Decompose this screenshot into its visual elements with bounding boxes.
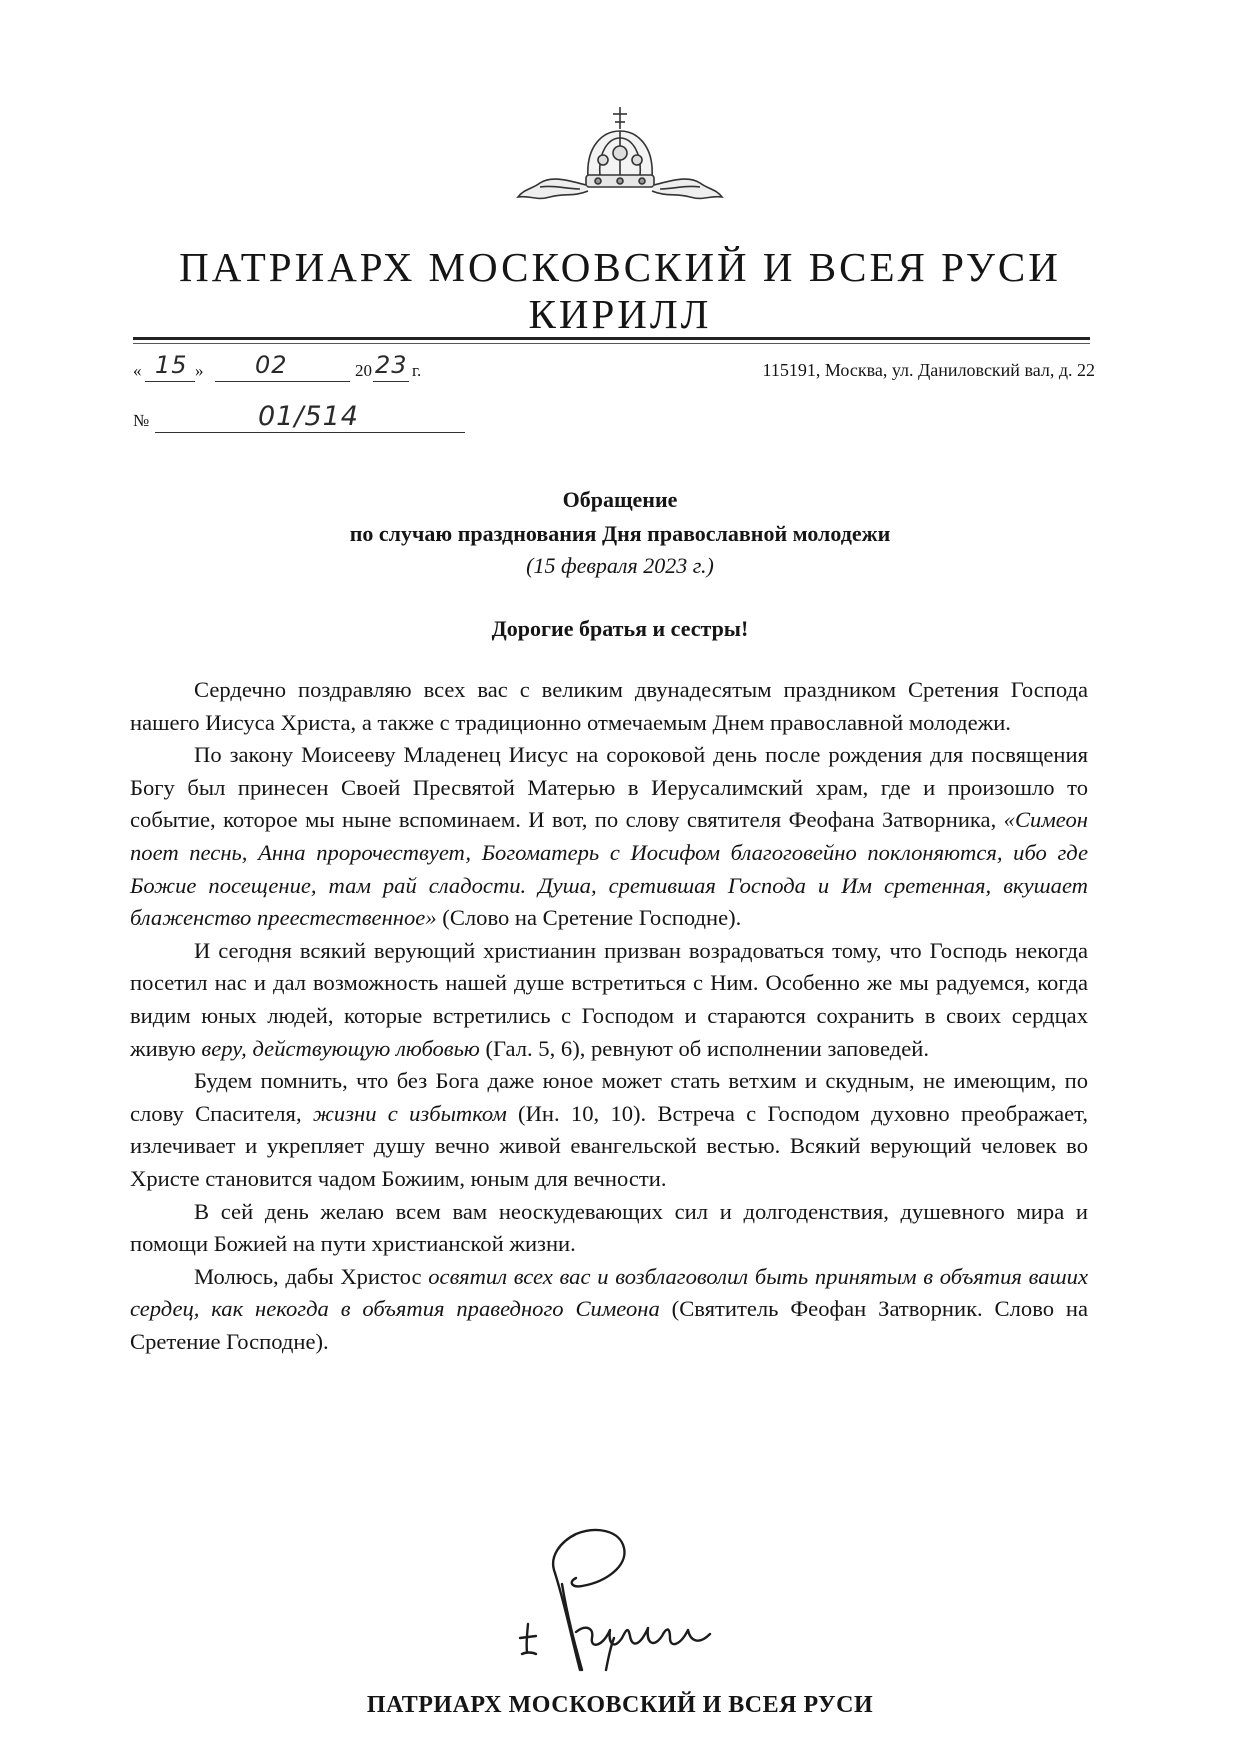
handwritten-signature-icon (510, 1520, 740, 1680)
paragraph-text: (Ин. 10, 10). Встреча с Господом духовно преображает, излечивает и укрепляет душу вечно живой евангельской вестью. Всякий верующий человек во Христе становится чадом Божиим, юным для вечности. (130, 1100, 1089, 1191)
quote-text: «Симеон поет песнь, Анна пророчествует, Богоматерь с Иосифом благоговейно поклоняются, ибо где Божие посещение, там рай сладости. Душа, сретившая Господа и Им сретенная, вкушает блаженство преестественное» (130, 807, 1088, 931)
header-divider-thin (133, 343, 1090, 344)
paragraph-text: Сердечно поздравляю всех вас с великим двунадесятым праздником Сретения Господа нашего Иисуса Христа, а также с традиционно отмечаемым Днем православной молодежи. (130, 677, 1088, 735)
number-value: 01/514 (258, 401, 359, 432)
header-title: ПАТРИАРХ МОСКОВСКИЙ И ВСЕЯ РУСИ (179, 244, 1061, 290)
paragraph-text: Будем помнить, что без Бога даже юное может стать ветхим и скудным, не имеющим, по слову Спасителя, (130, 1068, 1088, 1126)
paragraph (130, 935, 1088, 1065)
document-date: (15 февраля 2023 г.) (526, 553, 714, 578)
year-unit: г. (412, 361, 422, 380)
date-open-quote: « (133, 361, 142, 380)
year-suffix: 23 (375, 351, 408, 379)
paragraph (130, 739, 1088, 935)
number-underline (155, 432, 465, 433)
number-label: № (133, 411, 150, 430)
paragraph-text: (Святитель Феофан Затворник. Слово на Сретение Господне). (130, 1296, 1088, 1354)
header-name: КИРИЛЛ (528, 291, 712, 337)
date-field (133, 351, 493, 387)
date-month-underline (215, 381, 350, 382)
quote-text: жизни с избытком (312, 1100, 507, 1126)
paragraph-text: (Слово на Сретение Господне). (436, 905, 742, 931)
date-day-underline (145, 381, 195, 382)
paragraph (130, 674, 1088, 739)
year-underline (373, 381, 409, 382)
paragraph (130, 1065, 1088, 1195)
quote-text: освятил всех вас и возблаговолил быть принятым в объятия ваших сердец, как некогда в объятия праведного Симеона (130, 1263, 1088, 1322)
paragraph-text: И сегодня всякий верующий христианин призван возрадоваться тому, что Господь некогда посетил нас и дал возможность нашей душе встретиться с Ним. Особенно же мы радуемся, когда видим юных людей, которые встретились с Господом и стараются сохранить в своих сердцах живую (130, 937, 1088, 1061)
footer-title: ПАТРИАРХ МОСКОВСКИЙ И ВСЕЯ РУСИ (366, 1692, 874, 1718)
document-title: Обращение (562, 487, 678, 512)
paragraph-text: (Гал. 5, 6), ревнуют об исполнении заповедей. (479, 1035, 930, 1061)
address: 115191, Москва, ул. Даниловский вал, д. 22 (762, 360, 1095, 380)
paragraph-text: По закону Моисееву Младенец Иисус на сороковой день после рождения для посвящения Богу был принесен Своей Пресвятой Матерью в Иерусалимский храм, где и произошло то событие, которое мы ныне вспоминаем. И вот, по слову святителя Феофана Затворника, (130, 742, 1088, 833)
document-subtitle: по случаю празднования Дня православной молодежи (349, 521, 891, 546)
header-divider (133, 337, 1090, 340)
date-month: 02 (255, 351, 288, 379)
date-day: 15 (155, 351, 188, 379)
quote-text: веру, действующую любовью (201, 1035, 480, 1061)
greeting: Дорогие братья и сестры! (491, 616, 749, 641)
letter-body (130, 674, 1088, 1358)
year-prefix: 20 (355, 361, 372, 380)
paragraph (130, 1261, 1088, 1359)
paragraph-text: В сей день желаю всем вам неоскудевающих сил и долгоденствия, душевного мира и помощи Божией на пути христианской жизни. (130, 1198, 1088, 1257)
patriarch-mitre-emblem-icon (510, 105, 730, 215)
paragraph-text: Молюсь, дабы Христос (194, 1263, 429, 1289)
number-field (133, 401, 473, 439)
paragraph (130, 1196, 1088, 1261)
date-close-quote: » (195, 361, 204, 380)
